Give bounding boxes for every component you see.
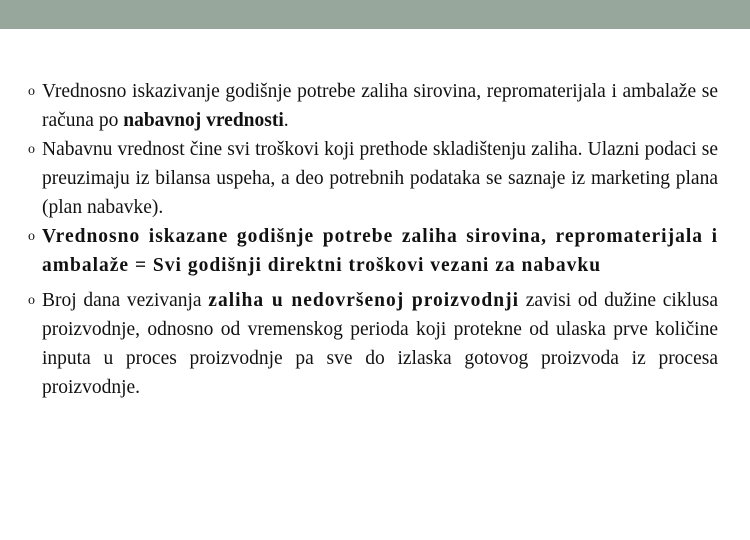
bullet-marker: o: [28, 293, 35, 308]
bullet-emphasis: nabavnoj vrednosti: [123, 110, 284, 131]
bullet-text: Broj dana vezivanja: [42, 290, 209, 311]
bullet-item-formula: [28, 222, 718, 280]
bullet-text: Nabavnu vrednost čine svi troškovi koji prethode skladištenju zaliha. Ulazni podaci se preuzimaju iz bilansa uspeha, a deo potrebnih podataka se saznaje iz marketing plana (plan nabavke).: [42, 139, 718, 218]
bullet-emphasis: Vrednosno iskazane godišnje potrebe zaliha sirovina, repromaterijala i ambalaže = Svi godišnji direktni troškovi vezani za nabavku: [42, 226, 718, 276]
bullet-item-purchase-value: [28, 135, 718, 222]
bullet-marker: o: [28, 142, 35, 157]
bullet-marker: o: [28, 84, 35, 99]
bullet-item-production-inventory: [28, 286, 718, 402]
bullet-text: Vrednosno iskazivanje godišnje potrebe zaliha sirovina, repromaterijala i ambalaže se računa po: [42, 81, 718, 131]
slide-header-bar: [0, 0, 750, 29]
slide-content: [28, 77, 718, 402]
bullet-item-valuation: [28, 77, 718, 135]
bullet-text-end: .: [283, 110, 289, 131]
bullet-text-end: zavisi od dužine ciklusa proizvodnje, odnosno od vremenskog perioda koji protekne od ulaska prve količine inputa u proces proizvodnje pa sve do izlaska gotovog proizvoda iz procesa proizvodnje.: [42, 290, 719, 398]
bullet-marker: o: [28, 229, 35, 244]
bullet-emphasis: zaliha u nedovršenoj proizvodnji: [208, 290, 519, 311]
